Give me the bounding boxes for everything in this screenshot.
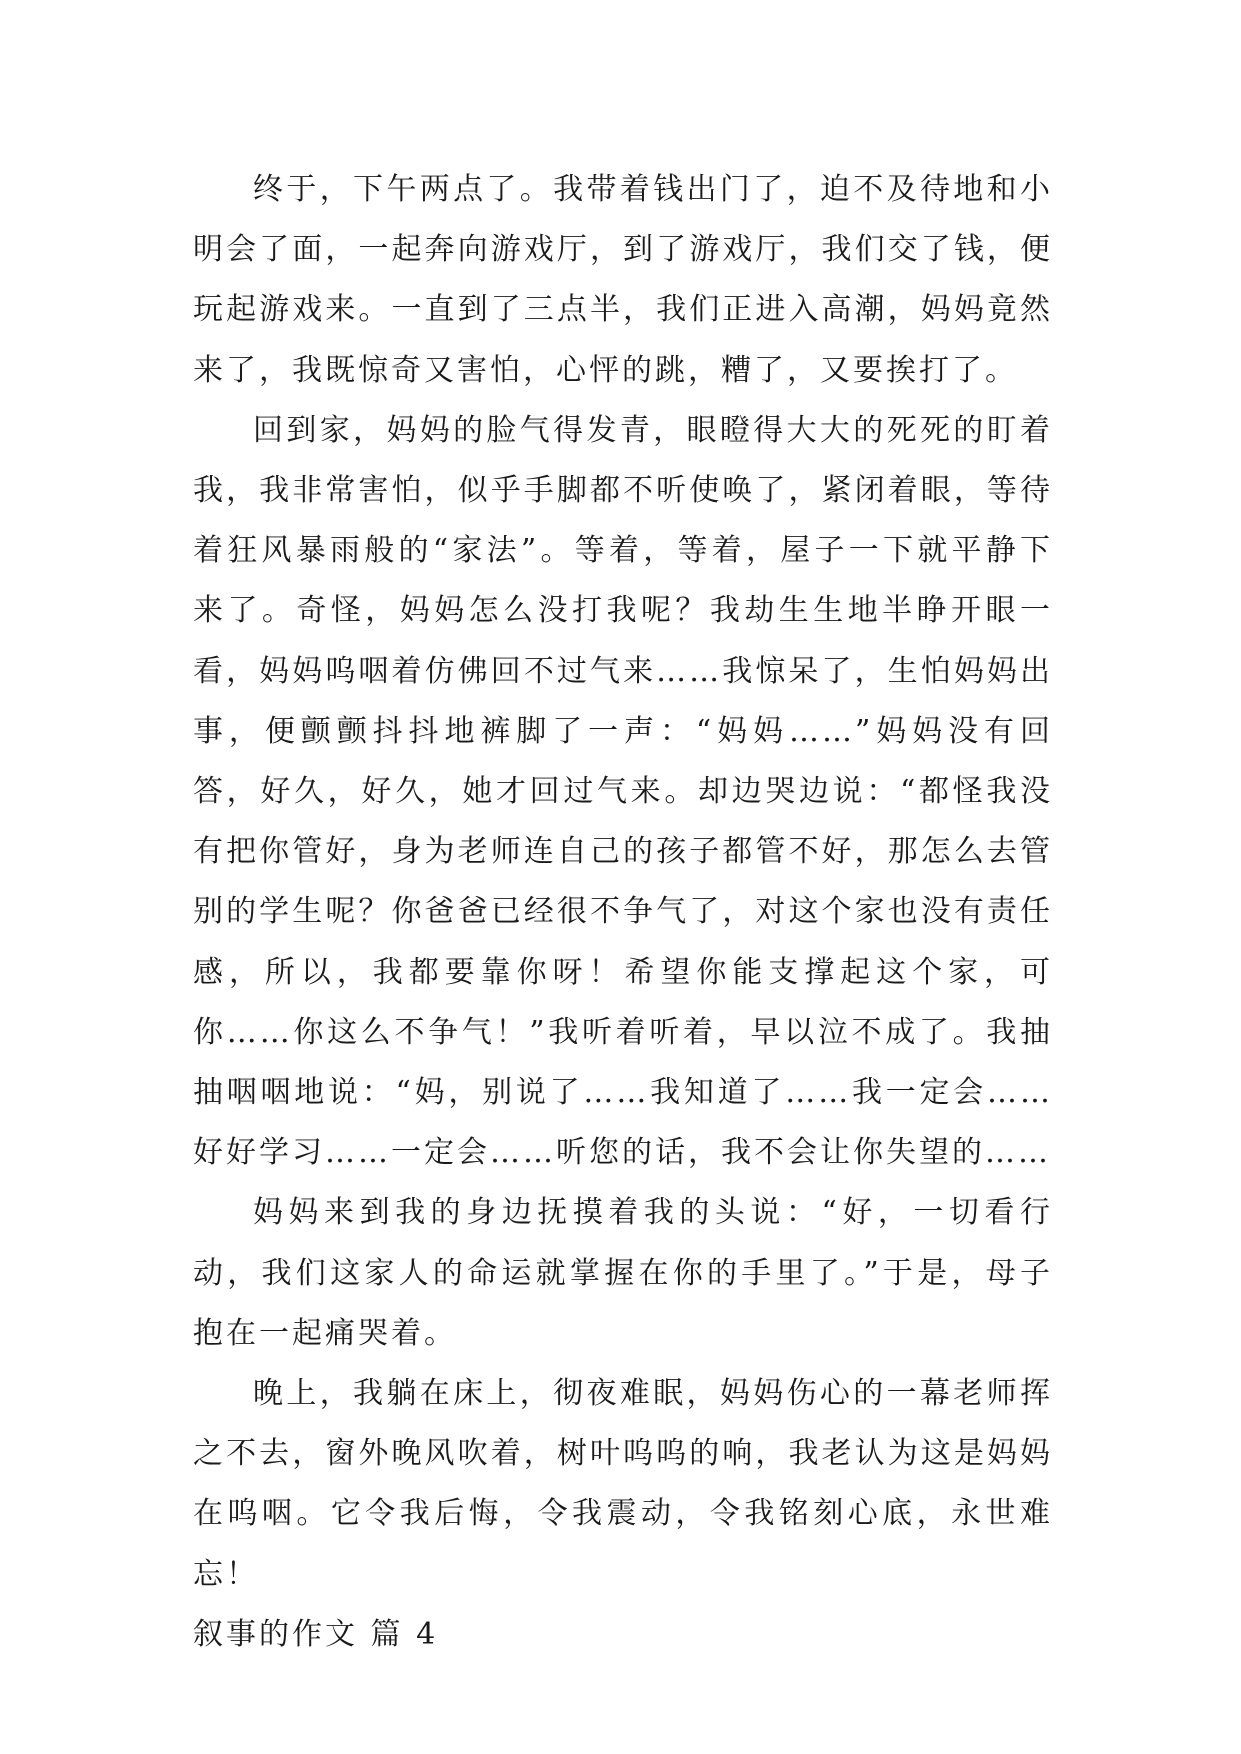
document-page: [193, 160, 1053, 1665]
section-heading: 叙事的作文 篇 4: [193, 1616, 439, 1652]
paragraph-1: 终于，下午两点了。我带着钱出门了，迫不及待地和小明会了面，一起奔向游戏厅，到了游戏厅，我们交了钱，便玩起游戏来。一直到了三点半，我们正进入高潮，妈妈竟然来了，我既惊奇又害怕，心怦的跳，糟了，又要挨打了。: [193, 172, 1053, 388]
paragraph-3: 妈妈来到我的身边抚摸着我的头说：“好，一切看行动，我们这家人的命运就掌握在你的手里了。”于是，母子抱在一起痛哭着。: [193, 1195, 1053, 1351]
paragraph-2: 回到家，妈妈的脸气得发青，眼瞪得大大的死死的盯着我，我非常害怕，似乎手脚都不听使唤了，紧闭着眼，等待着狂风暴雨般的“家法”。等着，等着，屋子一下就平静下来了。奇怪，妈妈怎么没打我呢？我劫生生地半睁开眼一看，妈妈呜咽着仿佛回不过气来……我惊呆了，生怕妈妈出事，便颤颤抖抖地裤脚了一声：“妈妈……”妈妈没有回答，好久，好久，她才回过气来。却边哭边说：“都怪我没有把你管好，身为老师连自己的孩子都管不好，那怎么去管别的学生呢？你爸爸已经很不争气了，对这个家也没有责任感，所以，我都要靠你呀！希望你能支撑起这个家，可你……你这么不争气！”我听着听着，早以泣不成了。我抽抽咽咽地说：“妈，别说了……我知道了……我一定会……好好学习……一定会……听您的话，我不会让你失望的……: [193, 412, 1053, 1171]
paragraph-4: 晚上，我躺在床上，彻夜难眠，妈妈伤心的一幕老师挥之不去，窗外晚风吹着，树叶呜呜的响，我老认为这是妈妈在呜咽。它令我后悔，令我震动，令我铭刻心底，永世难忘！: [193, 1376, 1053, 1592]
